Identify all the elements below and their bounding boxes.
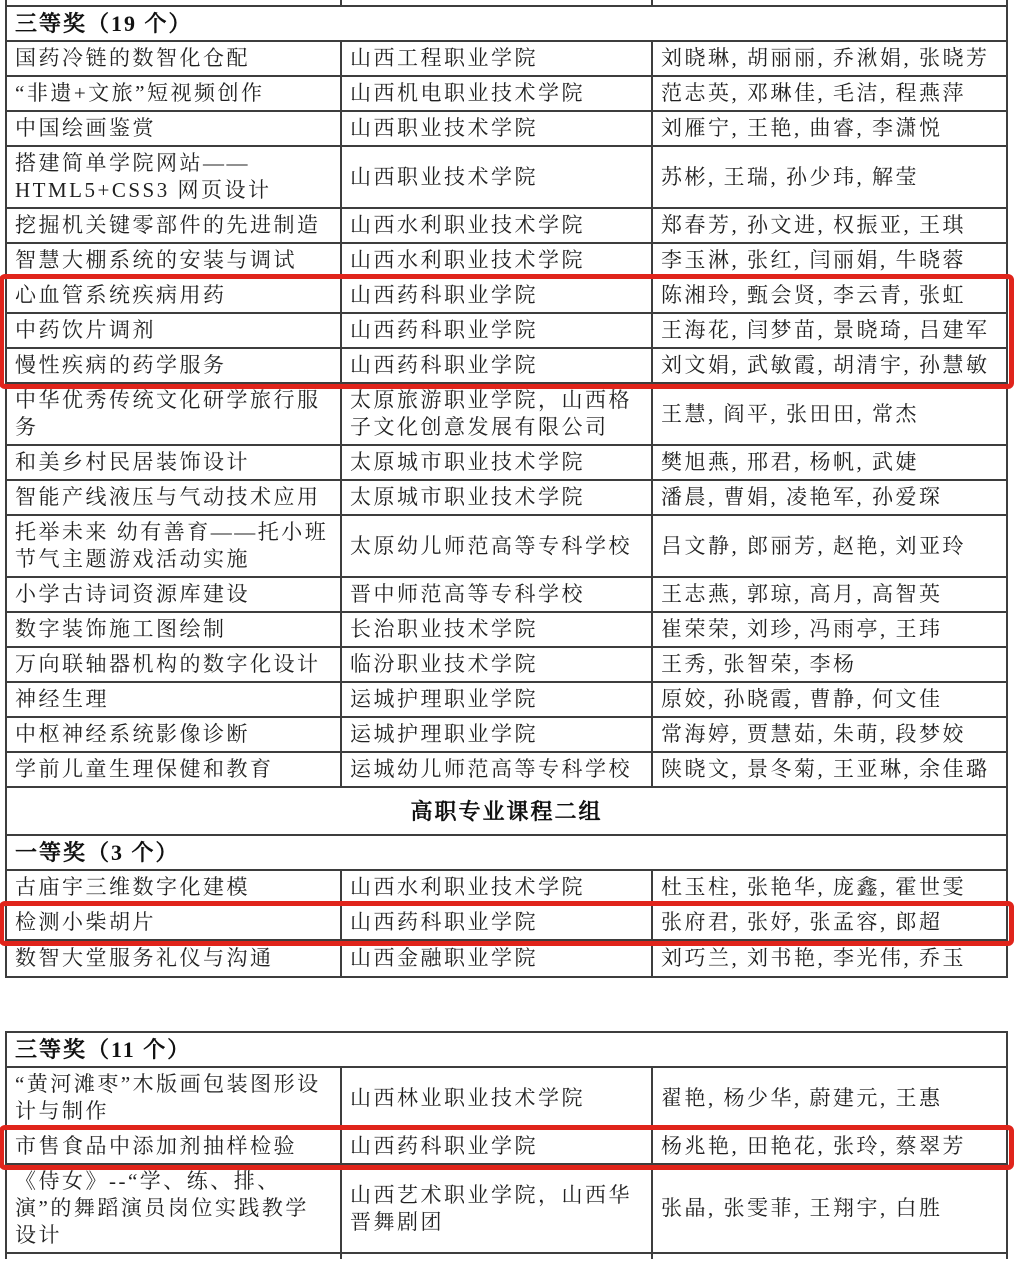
institution-cell: 长治职业技术学院 [340,613,651,646]
cropped-cell [651,0,1006,5]
course-name-cell: 托举未来 幼有善育——托小班节气主题游戏活动实施 [15,520,329,571]
team-members-cell: 翟艳, 杨少华, 蔚建元, 王惠 [651,1068,1006,1128]
institution-cell: 山西工程职业学院 [340,42,651,75]
cropped-cell [340,0,651,5]
team-members-cell: 郑春芳, 孙文进, 权振亚, 王琪 [651,209,1006,242]
awards-table-1 [5,0,1008,978]
institution-cell: 山西水利职业技术学院 [340,871,651,904]
table-row [7,209,1006,244]
table-row [7,941,1006,976]
table-row [7,1165,1006,1254]
table-row [7,871,1006,906]
table-row [7,147,1006,209]
team-members-cell: 刘雁宁, 王艳, 曲睿, 李潇悦 [651,112,1006,145]
table-row [7,613,1006,648]
cropped-cell [651,1254,1006,1259]
course-name-cell: 中华优秀传统文化研学旅行服务 [15,388,321,439]
team-members-cell: 张府君, 张妤, 张孟容, 郎超 [651,906,1006,939]
team-members-cell: 李玉淋, 张红, 闫丽娟, 牛晓蓉 [651,244,1006,277]
institution-cell: 太原旅游职业学院，山西格子文化创意发展有限公司 [340,384,651,444]
table-row [7,244,1006,279]
team-members-cell: 陕晓文, 景冬菊, 王亚琳, 余佳璐 [651,753,1006,786]
team-members-cell: 陈湘玲, 甄会贤, 李云青, 张虹 [651,279,1006,312]
institution-cell: 山西林业职业技术学院 [340,1068,651,1128]
institution-cell: 山西水利职业技术学院 [340,209,651,242]
institution-cell: 山西药科职业学院 [340,349,651,382]
institution-cell: 晋中师范高等专科学校 [340,578,651,611]
team-members-cell: 原姣, 孙晓霞, 曹静, 何文佳 [651,683,1006,716]
course-name-cell: 心血管系统疾病用药 [15,283,227,307]
table-row [7,112,1006,147]
cropped-cell [340,1254,651,1259]
table-row [7,1130,1006,1165]
institution-cell: 运城护理职业学院 [340,718,651,751]
table-row [7,683,1006,718]
cropped-cell [7,1254,340,1259]
table-row [7,77,1006,112]
course-name-cell: 智慧大棚系统的安装与调试 [15,248,297,272]
course-name-cell: 挖掘机关键零部件的先进制造 [15,213,321,237]
team-members-cell: 杨兆艳, 田艳花, 张玲, 蔡翠芳 [651,1130,1006,1163]
team-members-cell: 张晶, 张雯菲, 王翔宇, 白胜 [651,1165,1006,1252]
course-name-cell: 小学古诗词资源库建设 [15,582,250,606]
award-tier-header-row [7,7,1006,42]
team-members-cell: 苏彬, 王瑞, 孙少玮, 解莹 [651,147,1006,207]
team-members-cell: 王慧, 阎平, 张田田, 常杰 [651,384,1006,444]
table-row [7,906,1006,941]
table-row [7,1068,1006,1130]
document-page [5,0,1008,1259]
course-name-cell: 神经生理 [15,687,109,711]
institution-cell: 太原城市职业技术学院 [340,446,651,479]
course-name-cell: “非遗+文旅”短视频创作 [15,81,265,105]
cropped-row [7,1254,1006,1259]
award-tier-label: 一等奖（3 个） [15,840,180,865]
table-row [7,648,1006,683]
team-members-cell: 潘晨, 曹娟, 凌艳军, 孙爱琛 [651,481,1006,514]
institution-cell: 山西药科职业学院 [340,279,651,312]
institution-cell: 山西艺术职业学院，山西华晋舞剧团 [340,1165,651,1252]
table-row [7,481,1006,516]
table-row [7,42,1006,77]
course-name-cell: 国药冷链的数智化仓配 [15,46,250,70]
team-members-cell: 刘文娟, 武敏霞, 胡清宇, 孙慧敏 [651,349,1006,382]
course-name-cell: 《侍女》--“学、练、排、演”的舞蹈演员岗位实践教学设计 [15,1169,309,1247]
table-row [7,446,1006,481]
course-name-cell: 学前儿童生理保健和教育 [15,757,274,781]
award-tier-header-row [7,836,1006,871]
award-tier-label: 三等奖（19 个） [15,11,193,36]
course-name-cell: 中国绘画鉴赏 [15,116,156,140]
course-name-cell: 古庙宇三维数字化建模 [15,875,250,899]
team-members-cell: 王志燕, 郭琼, 高月, 高智英 [651,578,1006,611]
institution-cell: 太原城市职业技术学院 [340,481,651,514]
table-row [7,314,1006,349]
course-name-cell: 数智大堂服务礼仪与沟通 [15,946,274,970]
team-members-cell: 刘晓琳, 胡丽丽, 乔湫娟, 张晓芳 [651,42,1006,75]
table-row [7,349,1006,384]
institution-cell: 山西药科职业学院 [340,314,651,347]
table-row [7,279,1006,314]
institution-cell: 山西药科职业学院 [340,906,651,939]
award-tier-label: 三等奖（11 个） [15,1037,192,1062]
institution-cell: 山西药科职业学院 [340,1130,651,1163]
institution-cell: 山西水利职业技术学院 [340,244,651,277]
team-members-cell: 杜玉柱, 张艳华, 庞鑫, 霍世雯 [651,871,1006,904]
group-header-row [7,788,1006,836]
course-name-cell: 数字装饰施工图绘制 [15,617,227,641]
course-name-cell: 中药饮片调剂 [15,318,156,342]
team-members-cell: 常海婷, 贾慧茹, 朱萌, 段梦姣 [651,718,1006,751]
institution-cell: 运城幼儿师范高等专科学校 [340,753,651,786]
team-members-cell: 崔荣荣, 刘珍, 冯雨亭, 王玮 [651,613,1006,646]
institution-cell: 太原幼儿师范高等专科学校 [340,516,651,576]
table-row [7,578,1006,613]
course-name-cell: 慢性疾病的药学服务 [15,353,227,377]
team-members-cell: 樊旭燕, 邢君, 杨帆, 武婕 [651,446,1006,479]
course-name-cell: 市售食品中添加剂抽样检验 [15,1134,297,1158]
table-row [7,384,1006,446]
cropped-row [7,0,1006,7]
course-name-cell: 智能产线液压与气动技术应用 [15,485,321,509]
table-row [7,516,1006,578]
team-members-cell: 王秀, 张智荣, 李杨 [651,648,1006,681]
team-members-cell: 王海花, 闫梦苗, 景晓琦, 吕建军 [651,314,1006,347]
team-members-cell: 刘巧兰, 刘书艳, 李光伟, 乔玉 [651,941,1006,976]
table-row [7,753,1006,788]
course-name-cell: 中枢神经系统影像诊断 [15,722,250,746]
course-name-cell: 万向联轴器机构的数字化设计 [15,652,321,676]
institution-cell: 临汾职业技术学院 [340,648,651,681]
institution-cell: 山西金融职业学院 [340,941,651,976]
course-name-cell: 和美乡村民居装饰设计 [15,450,250,474]
institution-cell: 运城护理职业学院 [340,683,651,716]
cropped-cell [7,0,340,5]
team-members-cell: 范志英, 邓琳佳, 毛洁, 程燕萍 [651,77,1006,110]
course-name-cell: 搭建简单学院网站——HTML5+CSS3 网页设计 [15,151,272,202]
award-tier-header-row [7,1033,1006,1068]
course-name-cell: “黄河滩枣”木版画包装图形设计与制作 [15,1072,321,1123]
group-header-label: 高职专业课程二组 [410,798,603,824]
course-name-cell: 检测小柴胡片 [15,910,156,934]
institution-cell: 山西职业技术学院 [340,147,651,207]
institution-cell: 山西机电职业技术学院 [340,77,651,110]
table-row [7,718,1006,753]
institution-cell: 山西职业技术学院 [340,112,651,145]
team-members-cell: 吕文静, 郎丽芳, 赵艳, 刘亚玲 [651,516,1006,576]
awards-table-2 [5,1031,1008,1259]
